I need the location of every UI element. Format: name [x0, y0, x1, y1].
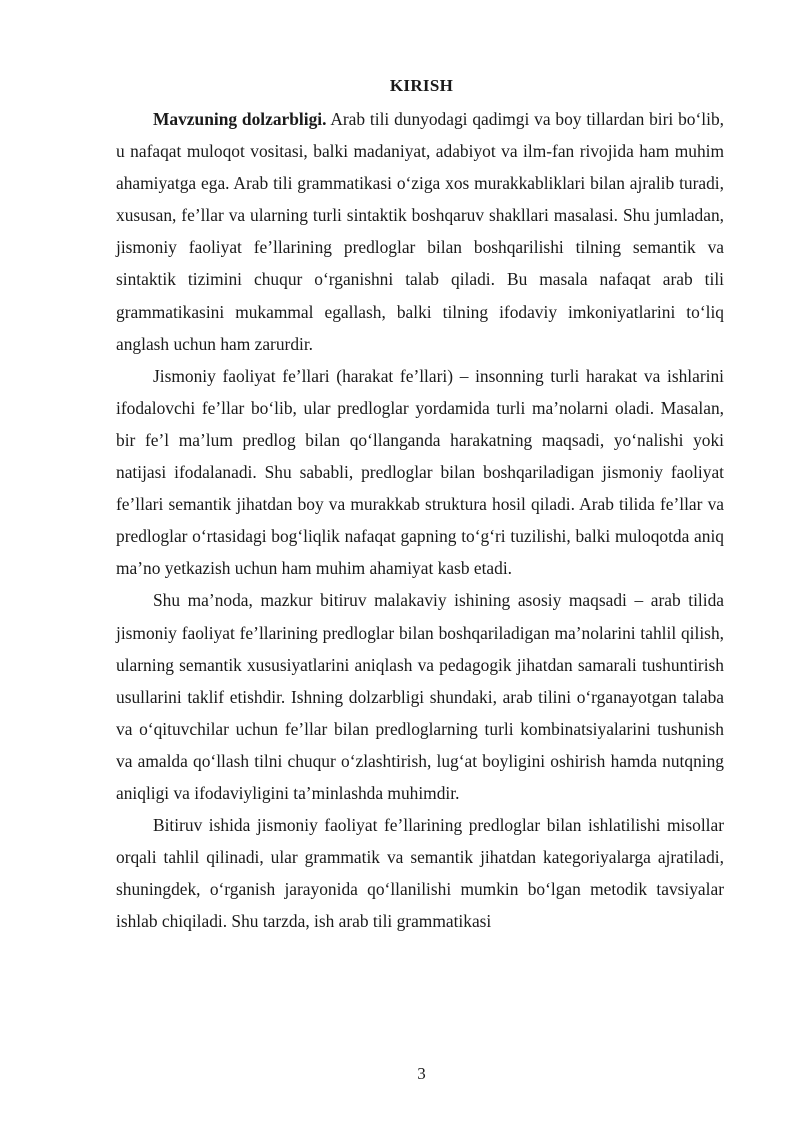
paragraph-lead: Mavzuning dolzarbligi. — [153, 109, 327, 129]
paragraph-physical-verbs — [116, 360, 724, 585]
paragraph-text: Arab tili dunyodagi qadimgi va boy tillardan biri bo‘lib, u nafaqat muloqot vositasi, balki madaniyat, adabiyot va ilm-fan rivojida ham muhim ahamiyatga ega. Arab tili grammatikasi o‘ziga xos murakkabliklari bilan ajralib turadi, xususan, fe’llar va ularning turli sintaktik boshqaruv shakllari masalasi. Shu jumladan, jismoniy faoliyat fe’llarining predloglar bilan boshqarilishi tilning semantik va sintaktik tizimini chuqur o‘rganishni talab qiladi. Bu masala nafaqat arab tili grammatikasini mukammal egallash, balki tilning ifodaviy imkoniyatlarini to‘liq anglash uchun ham zarurdir. — [116, 109, 724, 354]
paragraph-relevance — [116, 103, 724, 360]
section-heading: KIRISH — [389, 76, 454, 95]
page-number: 3 — [417, 1064, 426, 1083]
paragraph-text: Bitiruv ishida jismoniy faoliyat fe’llarining predloglar bilan ishlatilishi misollar orqali tahlil qilinadi, ular grammatik va semantik jihatdan kategoriyalarga ajratiladi, shuningdek, o‘rganish jarayonida qo‘llanilishi mumkin bo‘lgan metodik tavsiyalar ishlab chiqiladi. Shu tarzda, ish arab tili grammatikasi — [116, 815, 724, 932]
body-text — [116, 103, 724, 937]
paragraph-text: Jismoniy faoliyat fe’llari (harakat fe’llari) – insonning turli harakat va ishlarini ifodalovchi fe’llar bo‘lib, ular predloglar yordamida turli ma’nolarni oladi. Masalan, bir fe’l ma’lum predlog bilan qo‘llanganda harakatning maqsadi, yo‘nalishi yoki natijasi ifodalanadi. Shu sababli, predloglar bilan boshqariladigan jismoniy faoliyat fe’llari semantik jihatdan boy va murakkab struktura hosil qiladi. Arab tilida fe’llar va predloglar o‘rtasidagi bog‘liqlik nafaqat gapning to‘g‘ri tuzilishi, balki muloqotda aniq ma’no yetkazish uchun ham muhim ahamiyat kasb etadi. — [116, 365, 724, 579]
paragraph-methods — [116, 809, 724, 937]
paragraph-text: Shu ma’noda, mazkur bitiruv malakaviy ishining asosiy maqsadi – arab tilida jismoniy faoliyat fe’llarining predloglar bilan boshqariladigan ma’nolarini tahlil qilish, ularning semantik xususiyatlarini aniqlash va pedagogik jihatdan samarali tushuntirish usullarini taklif etishdir. Ishning dolzarbligi shundaki, arab tilini o‘rganayotgan talaba va o‘qituvchilar uchun fe’llar bilan predloglarning turli kombinatsiyalarini tushunish va amalda qo‘llash tilni chuqur o‘zlashtirish, lug‘at boyligini oshirish hamda nutqning aniqligi va ifodaviyligini ta’minlashda muhimdir. — [116, 590, 724, 803]
paragraph-purpose — [116, 584, 724, 809]
